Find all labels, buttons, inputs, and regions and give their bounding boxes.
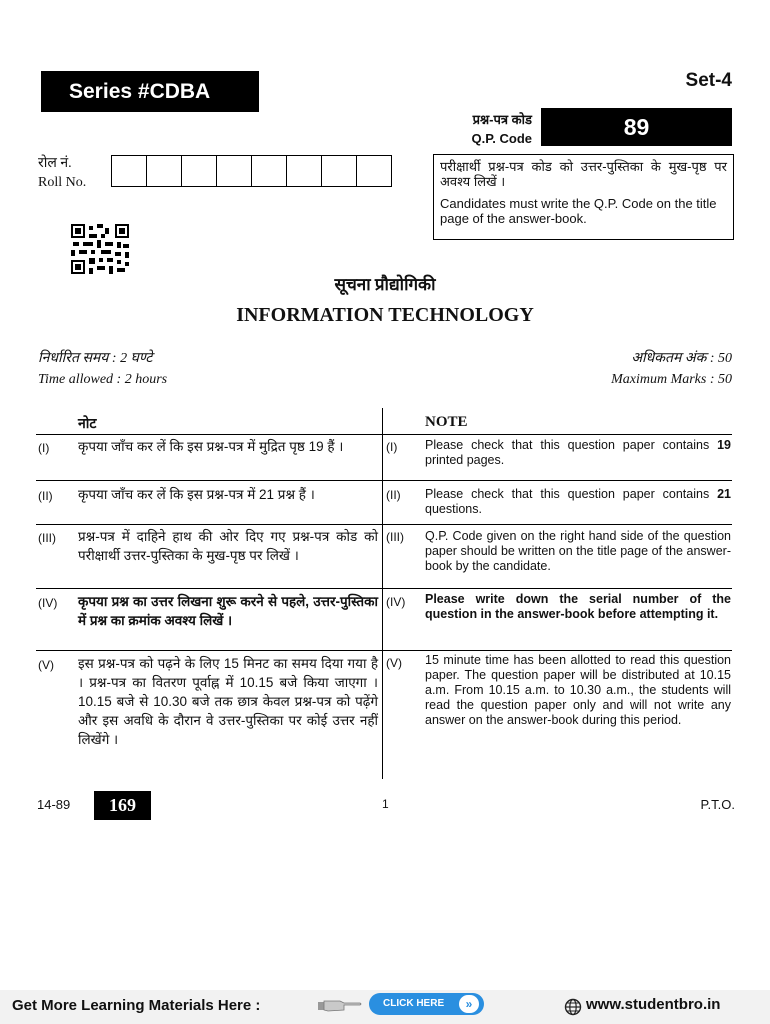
note-number: (II) [386, 488, 401, 502]
instruction-hi: परीक्षार्थी प्रश्न-पत्र कोड को उत्तर-पुस्तिका के मुख-पृष्ठ पर अवश्य लिखें । [440, 159, 727, 189]
note-number: (IV) [386, 595, 406, 609]
note-text-en: Please check that this question paper contains 21 questions. [425, 487, 731, 516]
set-label: Set-4 [685, 70, 732, 91]
roll-number-boxes[interactable] [111, 155, 391, 187]
website-link[interactable]: www.studentbro.in [586, 996, 721, 1013]
note-text-en: 15 minute time has been allotted to read this question paper. The question paper will be distributed at 10.15 a.m. From 10.15 a.m. to 10.30 a.m., the students will read the question paper only and will not write any answer on the answer-book during this period. [425, 653, 731, 727]
double-chevron-right-icon[interactable]: » [457, 993, 481, 1015]
note-text-en: Please write down the serial number of the question in the answer-book before attempting it. [425, 592, 731, 621]
max-marks-en: Maximum Marks : 50 [611, 372, 732, 387]
note-number: (III) [386, 530, 404, 544]
qp-code-instruction-box [433, 154, 734, 240]
row-separator [36, 650, 732, 651]
roll-digit-box[interactable] [111, 155, 147, 187]
note-text-hi: कृपया जाँच कर लें कि इस प्रश्न-पत्र में 21 प्रश्न हैं । [78, 487, 315, 502]
pointing-hand-icon [318, 996, 362, 1014]
row-separator [36, 480, 732, 481]
note-number: (I) [386, 440, 398, 454]
column-divider [382, 408, 383, 779]
note-text-hi: कृपया जाँच कर लें कि इस प्रश्न-पत्र में मुद्रित पृष्ठ 19 हैं । [78, 439, 344, 454]
roll-digit-box[interactable] [181, 155, 217, 187]
note-number: (II) [38, 489, 53, 503]
note-number: (IV) [38, 596, 58, 610]
banner-text: Get More Learning Materials Here : [12, 997, 261, 1014]
time-allowed-hi: निर्धारित समय : 2 घण्टे [38, 351, 153, 366]
roll-digit-box[interactable] [321, 155, 357, 187]
pto-label: P.T.O. [700, 797, 735, 812]
roll-digit-box[interactable] [251, 155, 287, 187]
roll-label-en: Roll No. [38, 175, 87, 190]
note-text-hi: प्रश्न-पत्र में दाहिने हाथ की ओर दिए गए प्रश्न-पत्र कोड को परीक्षार्थी उत्तर-पुस्तिका के मुख-पृष्ठ पर लिखें । [78, 529, 378, 563]
note-number: (V) [38, 658, 54, 672]
row-separator [36, 434, 382, 435]
roll-digit-box[interactable] [286, 155, 322, 187]
note-number: (III) [38, 531, 56, 545]
roll-label-hi: रोल नं. [38, 156, 72, 171]
note-text-hi: कृपया प्रश्न का उत्तर लिखना शुरू करने से पहले, उत्तर-पुस्तिका में प्रश्न का क्रमांक अवश्य लिखें । [78, 594, 378, 628]
series-label: Series #CDBA [41, 71, 259, 112]
page-number: 1 [382, 797, 389, 811]
note-heading-en: NOTE [425, 414, 468, 430]
note-text-en: Q.P. Code given on the right hand side of the question paper should be written on the title page of the answer-book by the candidate. [425, 529, 731, 573]
note-text-hi: इस प्रश्न-पत्र को पढ़ने के लिए 15 मिनट का समय दिया गया है । प्रश्न-पत्र का वितरण पूर्वाह्न में 10.15 बजे किया जाएगा । 10.15 बजे से 10.30 बजे तक छात्र केवल प्रश्न-पत्र को पढ़ेंगे और इस अवधि के दौरान वे उत्तर-पुस्तिका पर कोई उत्तर नहीं लिखेंगे । [78, 656, 378, 747]
qp-code-value: 89 [541, 108, 732, 146]
note-number: (V) [386, 656, 402, 670]
qp-code-label-hi: प्रश्न-पत्र कोड [472, 112, 532, 127]
paper-number-box: 169 [94, 791, 151, 820]
click-here-button[interactable]: CLICK HERE [369, 993, 484, 1015]
row-separator [36, 588, 732, 589]
note-number: (I) [38, 441, 50, 455]
roll-digit-box[interactable] [146, 155, 182, 187]
note-text-en: Please check that this question paper contains 19 printed pages. [425, 438, 731, 467]
paper-code: 14-89 [37, 797, 71, 812]
note-heading-hi: नोट [78, 415, 97, 431]
qp-code-label [432, 110, 532, 148]
qr-code-icon [71, 224, 129, 274]
roll-digit-box[interactable] [216, 155, 252, 187]
roll-digit-box[interactable] [356, 155, 392, 187]
instruction-en: Candidates must write the Q.P. Code on the title page of the answer-book. [440, 196, 717, 226]
globe-icon [564, 998, 582, 1016]
subject-title-en: INFORMATION TECHNOLOGY [236, 304, 534, 326]
max-marks-hi: अधिकतम अंक : 50 [631, 351, 732, 366]
row-separator [383, 434, 732, 435]
row-separator [36, 524, 732, 525]
roll-number-label [38, 154, 86, 192]
subject-title-hi: सूचना प्रौद्योगिकी [334, 275, 436, 294]
time-allowed-en: Time allowed : 2 hours [38, 372, 168, 387]
qp-code-label-en: Q.P. Code [471, 131, 532, 146]
